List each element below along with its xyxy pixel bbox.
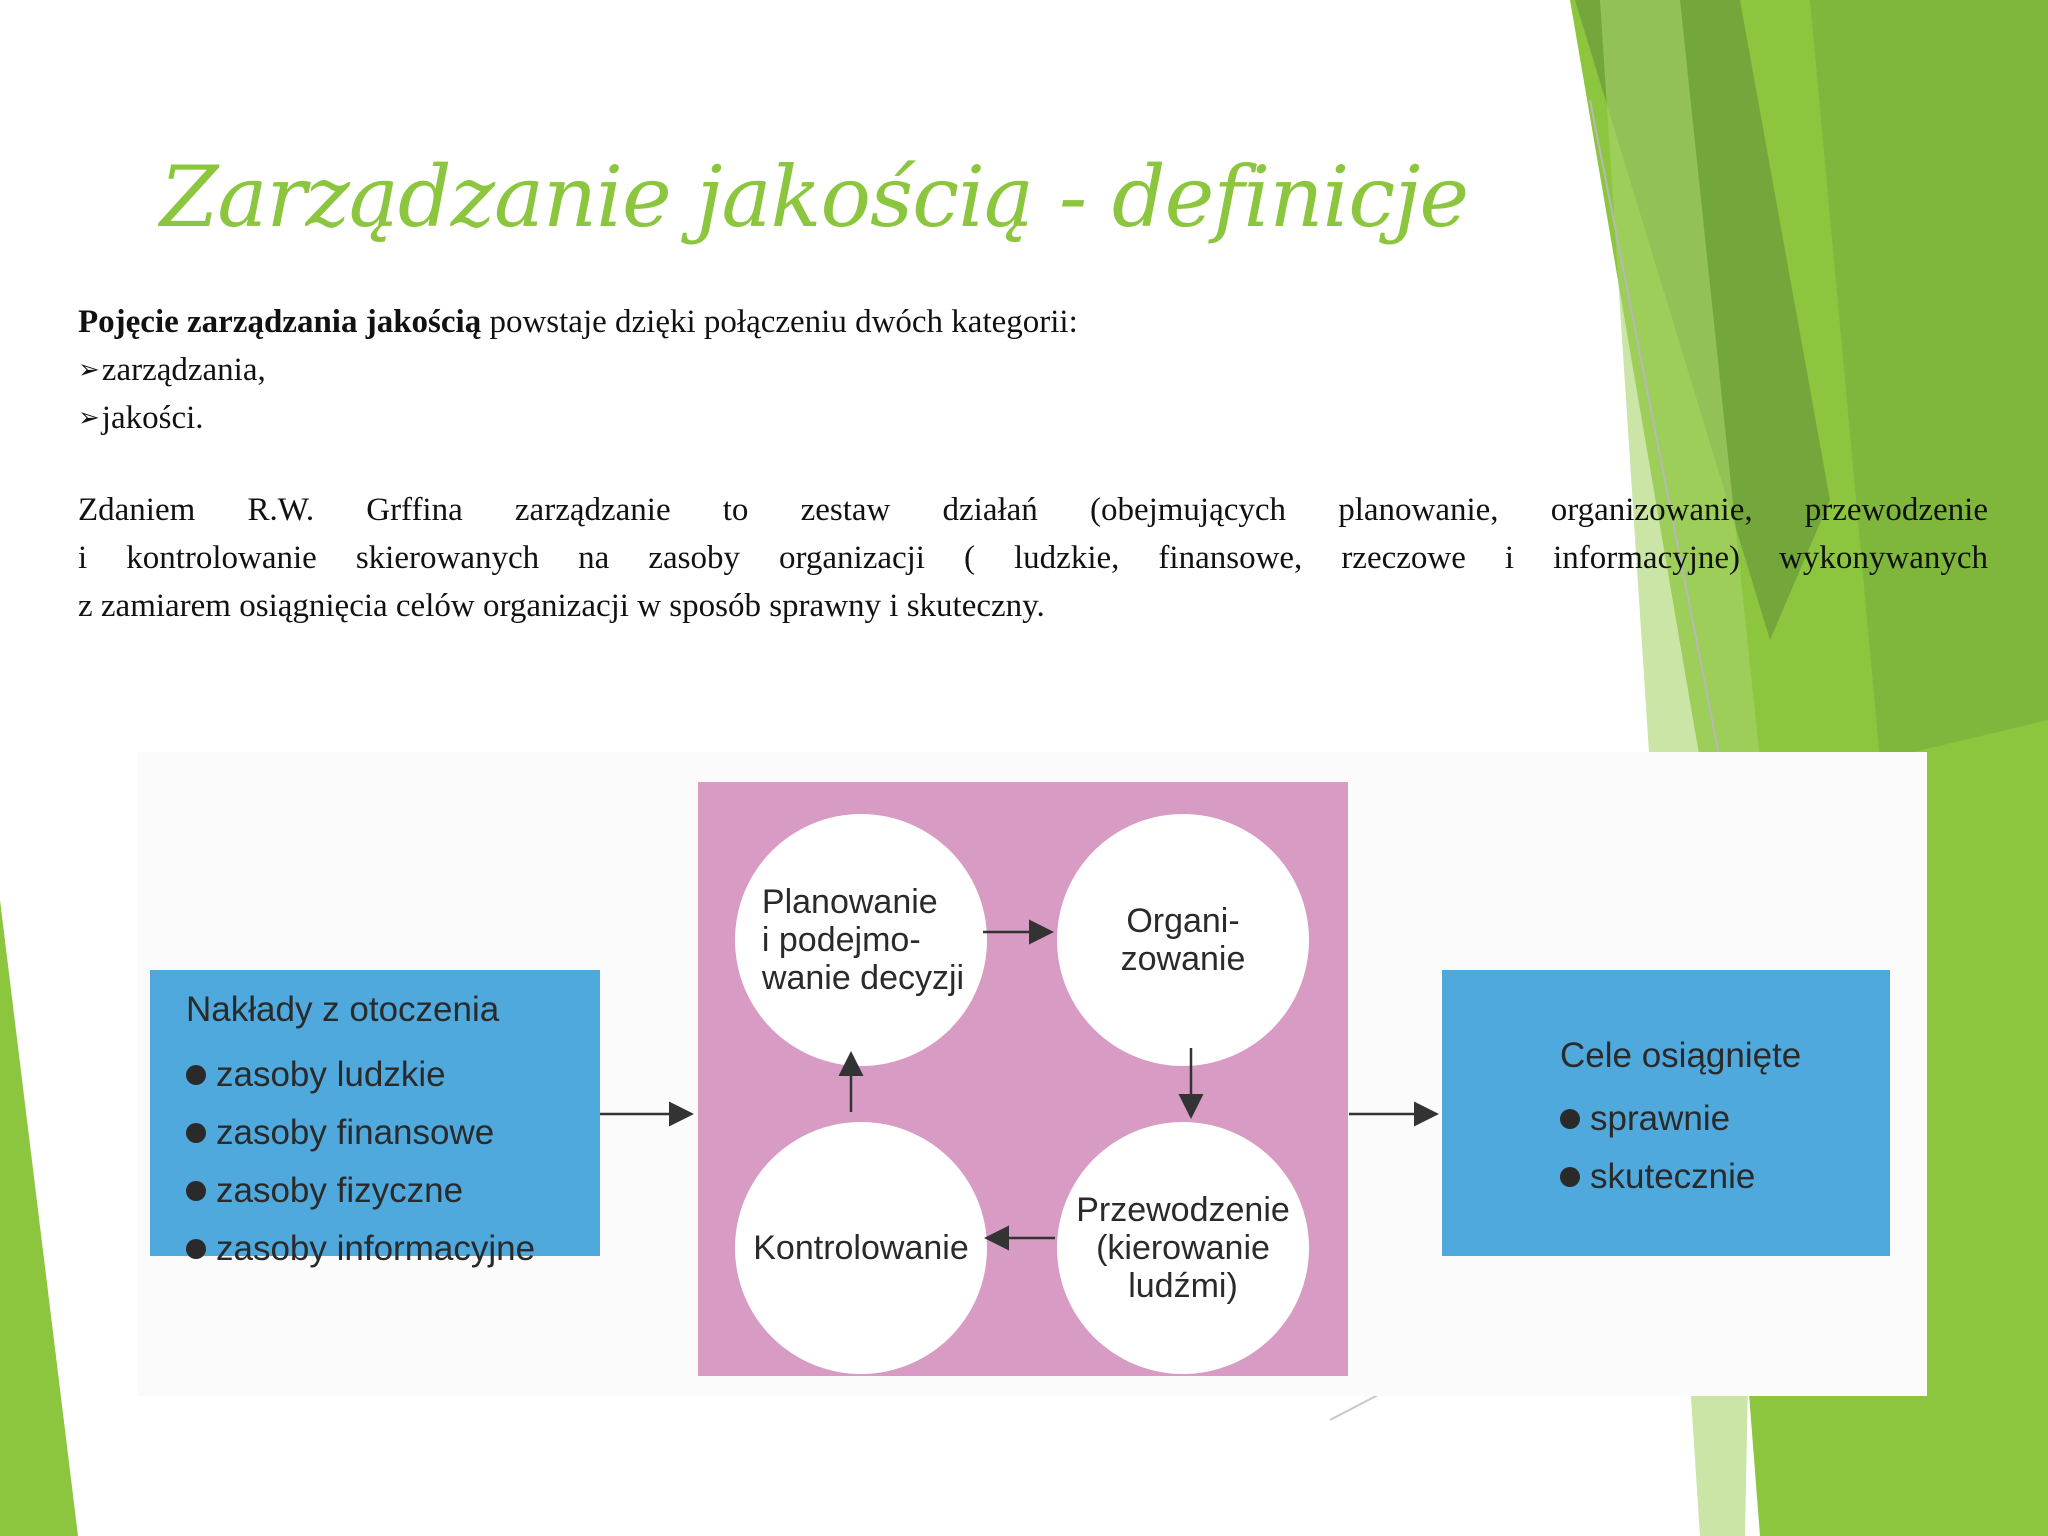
circle-label-line: zowanie bbox=[1120, 940, 1246, 978]
list-item-text: zasoby ludzkie bbox=[216, 1055, 446, 1094]
circle-label-line: Organi- bbox=[1126, 902, 1240, 940]
list-item-text: skutecznie bbox=[1590, 1157, 1756, 1196]
bullet-item bbox=[78, 346, 1990, 394]
paragraph-line: z zamiarem osiągnięcia celów organizacji w sposób sprawny i skuteczny. bbox=[78, 588, 1045, 624]
list-item-text: sprawnie bbox=[1590, 1099, 1731, 1138]
outputs-heading: Cele osiągnięte bbox=[1560, 1036, 1802, 1075]
arrow-bullet-icon: ➢ bbox=[78, 355, 100, 384]
bullet-item bbox=[78, 394, 1990, 442]
inputs-heading: Nakłady z otoczenia bbox=[186, 990, 500, 1029]
circle-label-line: i podejmo- bbox=[761, 921, 921, 959]
list-item-text: zasoby fizyczne bbox=[216, 1171, 464, 1210]
list-item-text: zasoby informacyjne bbox=[216, 1229, 536, 1268]
bullet-text: zarządzania, bbox=[101, 352, 266, 388]
paragraph-line: i kontrolowanie skierowanych na zasoby organizacji ( ludzkie, finansowe, rzeczowe i informacyjne) wykonywanych bbox=[78, 540, 1988, 576]
circle-label-line: (kierowanie bbox=[1096, 1229, 1270, 1267]
circle-label-line: Planowanie bbox=[761, 883, 938, 921]
management-process-diagram bbox=[137, 752, 1927, 1396]
arrow-bullet-icon: ➢ bbox=[78, 403, 100, 432]
list-item-text: zasoby finansowe bbox=[216, 1113, 495, 1152]
diagram-arrows bbox=[137, 752, 1927, 1396]
circle-label-line: Przewodzenie bbox=[1076, 1191, 1290, 1229]
intro-sentence bbox=[78, 298, 1990, 346]
circle-label-line: Kontrolowanie bbox=[753, 1229, 969, 1267]
intro-block bbox=[78, 298, 1990, 442]
circle-label-line: ludźmi) bbox=[1128, 1267, 1238, 1305]
slide-title: Zarządzanie jakością - definicje bbox=[160, 148, 1469, 246]
paragraph-line: Zdaniem R.W. Grffina zarządzanie to zestaw działań (obejmujących planowanie, organizowanie, przewodzenie bbox=[78, 492, 1988, 528]
circle-label-line: wanie decyzji bbox=[761, 959, 965, 997]
intro-bold-term: Pojęcie zarządzania jakością bbox=[78, 304, 482, 340]
definition-paragraph bbox=[78, 486, 1988, 630]
intro-rest: powstaje dzięki połączeniu dwóch kategorii: bbox=[481, 304, 1078, 340]
bullet-text: jakości. bbox=[101, 400, 204, 436]
